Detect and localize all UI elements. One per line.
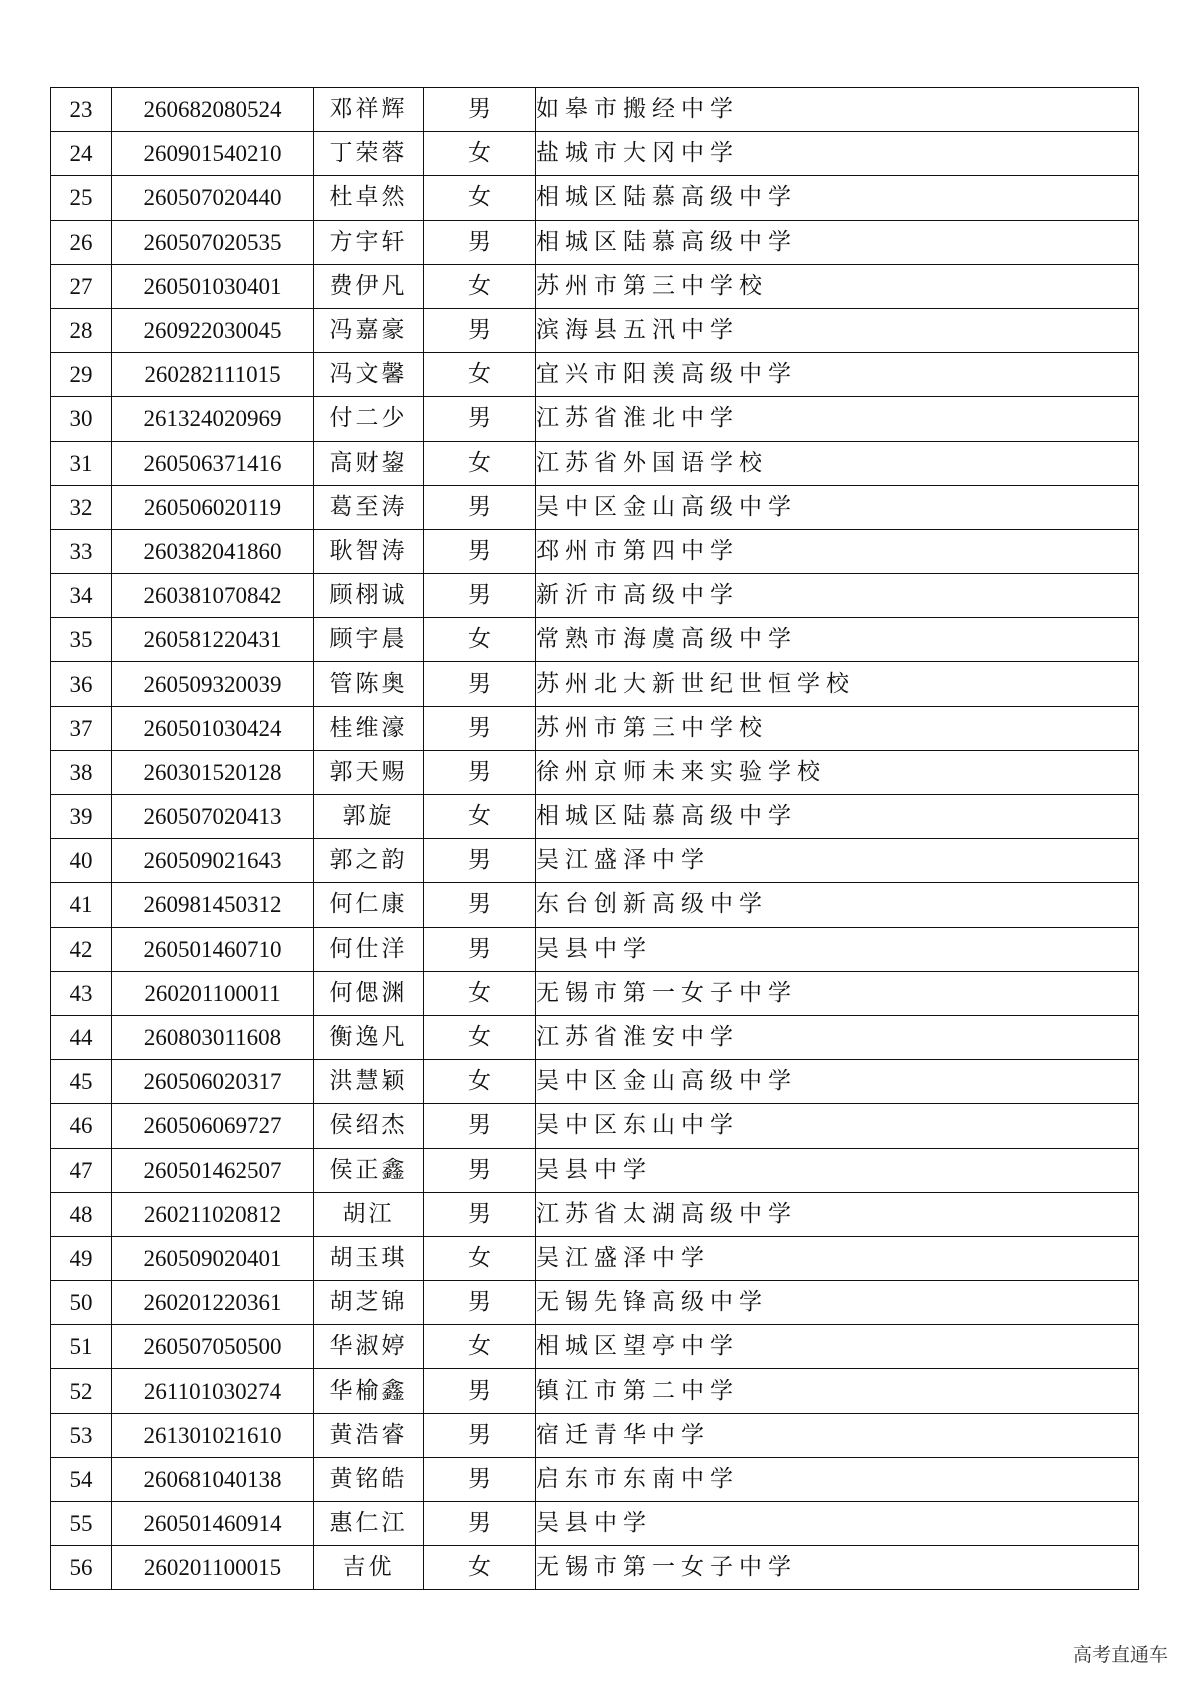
table-row (51, 706, 1139, 750)
table-row (51, 750, 1139, 794)
table-row (51, 1148, 1139, 1192)
candidate-id: 260981450312 (112, 883, 314, 927)
candidate-id: 260581220431 (112, 618, 314, 662)
candidate-id: 260506371416 (112, 441, 314, 485)
school-name: 东台创新高级中学 (536, 883, 1139, 927)
school-name: 吴中区东山中学 (536, 1104, 1139, 1148)
row-number: 23 (51, 88, 112, 132)
candidate-id: 260681040138 (112, 1457, 314, 1501)
row-number: 45 (51, 1060, 112, 1104)
student-gender: 女 (424, 795, 536, 839)
school-name: 宜兴市阳羡高级中学 (536, 353, 1139, 397)
table-row (51, 485, 1139, 529)
student-gender: 男 (424, 883, 536, 927)
row-number: 40 (51, 839, 112, 883)
candidate-id: 260507050500 (112, 1325, 314, 1369)
school-name: 吴县中学 (536, 1148, 1139, 1192)
row-number: 42 (51, 927, 112, 971)
candidate-id: 260201220361 (112, 1281, 314, 1325)
candidate-id: 260922030045 (112, 308, 314, 352)
student-gender: 男 (424, 750, 536, 794)
student-name: 洪慧颖 (314, 1060, 424, 1104)
row-number: 29 (51, 353, 112, 397)
candidate-id: 260301520128 (112, 750, 314, 794)
school-name: 无锡市第一女子中学 (536, 971, 1139, 1015)
student-gender: 男 (424, 308, 536, 352)
row-number: 24 (51, 132, 112, 176)
student-gender: 男 (424, 1104, 536, 1148)
student-gender: 女 (424, 1060, 536, 1104)
student-name: 郭之韵 (314, 839, 424, 883)
table-row (51, 1502, 1139, 1546)
student-name: 何仁康 (314, 883, 424, 927)
table-row (51, 1192, 1139, 1236)
student-name: 冯文馨 (314, 353, 424, 397)
school-name: 常熟市海虞高级中学 (536, 618, 1139, 662)
student-gender: 男 (424, 485, 536, 529)
row-number: 44 (51, 1015, 112, 1059)
candidate-id: 260381070842 (112, 574, 314, 618)
student-gender: 男 (424, 839, 536, 883)
student-name: 何仕洋 (314, 927, 424, 971)
student-name: 胡江 (314, 1192, 424, 1236)
student-gender: 男 (424, 1369, 536, 1413)
table-row (51, 529, 1139, 573)
table-row (51, 1060, 1139, 1104)
table-row (51, 883, 1139, 927)
school-name: 吴中区金山高级中学 (536, 1060, 1139, 1104)
student-gender: 男 (424, 927, 536, 971)
school-name: 相城区陆慕高级中学 (536, 795, 1139, 839)
school-name: 相城区陆慕高级中学 (536, 220, 1139, 264)
school-name: 邳州市第四中学 (536, 529, 1139, 573)
student-name: 付二少 (314, 397, 424, 441)
student-name: 邓祥辉 (314, 88, 424, 132)
student-name: 费伊凡 (314, 264, 424, 308)
student-gender: 女 (424, 618, 536, 662)
student-name: 吉优 (314, 1546, 424, 1590)
school-name: 苏州北大新世纪世恒学校 (536, 662, 1139, 706)
candidate-id: 260501030424 (112, 706, 314, 750)
school-name: 徐州京师未来实验学校 (536, 750, 1139, 794)
table-row (51, 662, 1139, 706)
candidate-id: 260507020440 (112, 176, 314, 220)
table-row (51, 132, 1139, 176)
student-name: 黄浩睿 (314, 1413, 424, 1457)
school-name: 新沂市高级中学 (536, 574, 1139, 618)
row-number: 28 (51, 308, 112, 352)
student-name: 杜卓然 (314, 176, 424, 220)
school-name: 相城区陆慕高级中学 (536, 176, 1139, 220)
table-row (51, 1457, 1139, 1501)
student-gender: 男 (424, 529, 536, 573)
candidate-id: 260282111015 (112, 353, 314, 397)
candidate-id: 261324020969 (112, 397, 314, 441)
table-row (51, 795, 1139, 839)
student-gender: 男 (424, 574, 536, 618)
student-name: 黄铭皓 (314, 1457, 424, 1501)
table-row (51, 1546, 1139, 1590)
student-gender: 男 (424, 1281, 536, 1325)
student-gender: 女 (424, 1015, 536, 1059)
row-number: 50 (51, 1281, 112, 1325)
school-name: 无锡市第一女子中学 (536, 1546, 1139, 1590)
row-number: 51 (51, 1325, 112, 1369)
student-name: 顾栩诚 (314, 574, 424, 618)
student-gender: 女 (424, 1236, 536, 1280)
student-gender: 男 (424, 397, 536, 441)
table-row (51, 839, 1139, 883)
table-row (51, 618, 1139, 662)
table-row (51, 971, 1139, 1015)
row-number: 31 (51, 441, 112, 485)
student-gender: 男 (424, 88, 536, 132)
candidate-id: 260201100011 (112, 971, 314, 1015)
candidate-id: 261101030274 (112, 1369, 314, 1413)
candidate-id: 260506020317 (112, 1060, 314, 1104)
row-number: 55 (51, 1502, 112, 1546)
student-gender: 男 (424, 220, 536, 264)
student-name: 耿智涛 (314, 529, 424, 573)
student-name: 何偲渊 (314, 971, 424, 1015)
row-number: 35 (51, 618, 112, 662)
student-gender: 女 (424, 353, 536, 397)
student-gender: 男 (424, 706, 536, 750)
student-name: 管陈奥 (314, 662, 424, 706)
candidate-id: 260382041860 (112, 529, 314, 573)
school-name: 苏州市第三中学校 (536, 264, 1139, 308)
row-number: 41 (51, 883, 112, 927)
row-number: 26 (51, 220, 112, 264)
student-gender: 男 (424, 1457, 536, 1501)
student-gender: 女 (424, 264, 536, 308)
school-name: 苏州市第三中学校 (536, 706, 1139, 750)
student-name: 衡逸凡 (314, 1015, 424, 1059)
row-number: 34 (51, 574, 112, 618)
row-number: 43 (51, 971, 112, 1015)
student-gender: 男 (424, 1148, 536, 1192)
school-name: 如皋市搬经中学 (536, 88, 1139, 132)
student-gender: 女 (424, 176, 536, 220)
school-name: 吴江盛泽中学 (536, 839, 1139, 883)
row-number: 37 (51, 706, 112, 750)
row-number: 32 (51, 485, 112, 529)
student-name: 丁荣蓉 (314, 132, 424, 176)
row-number: 52 (51, 1369, 112, 1413)
candidate-id: 260201100015 (112, 1546, 314, 1590)
table-row (51, 441, 1139, 485)
school-name: 江苏省淮北中学 (536, 397, 1139, 441)
table-row (51, 1413, 1139, 1457)
candidate-id: 261301021610 (112, 1413, 314, 1457)
student-name: 冯嘉豪 (314, 308, 424, 352)
student-name: 桂维濠 (314, 706, 424, 750)
student-name: 惠仁江 (314, 1502, 424, 1546)
candidate-id: 260509020401 (112, 1236, 314, 1280)
row-number: 27 (51, 264, 112, 308)
candidate-id: 260509021643 (112, 839, 314, 883)
table-row (51, 1281, 1139, 1325)
student-name: 高财鋆 (314, 441, 424, 485)
candidate-id: 260506069727 (112, 1104, 314, 1148)
student-gender: 女 (424, 441, 536, 485)
student-name: 郭天赐 (314, 750, 424, 794)
candidate-id: 260509320039 (112, 662, 314, 706)
table-row (51, 1015, 1139, 1059)
table-row (51, 88, 1139, 132)
candidate-id: 260901540210 (112, 132, 314, 176)
table-row (51, 1369, 1139, 1413)
student-gender: 男 (424, 1413, 536, 1457)
row-number: 46 (51, 1104, 112, 1148)
table-row (51, 397, 1139, 441)
row-number: 38 (51, 750, 112, 794)
school-name: 盐城市大冈中学 (536, 132, 1139, 176)
school-name: 宿迁青华中学 (536, 1413, 1139, 1457)
school-name: 滨海县五汛中学 (536, 308, 1139, 352)
school-name: 吴县中学 (536, 927, 1139, 971)
student-name: 侯正鑫 (314, 1148, 424, 1192)
candidate-id: 260506020119 (112, 485, 314, 529)
school-name: 江苏省外国语学校 (536, 441, 1139, 485)
school-name: 江苏省淮安中学 (536, 1015, 1139, 1059)
student-roster-table (50, 87, 1139, 1590)
student-gender: 女 (424, 1546, 536, 1590)
candidate-id: 260507020535 (112, 220, 314, 264)
student-name: 葛至涛 (314, 485, 424, 529)
student-gender: 女 (424, 132, 536, 176)
row-number: 25 (51, 176, 112, 220)
school-name: 启东市东南中学 (536, 1457, 1139, 1501)
table-row (51, 308, 1139, 352)
row-number: 53 (51, 1413, 112, 1457)
student-name: 华榆鑫 (314, 1369, 424, 1413)
roster-body (51, 88, 1139, 1590)
candidate-id: 260501462507 (112, 1148, 314, 1192)
student-name: 侯绍杰 (314, 1104, 424, 1148)
row-number: 49 (51, 1236, 112, 1280)
row-number: 30 (51, 397, 112, 441)
candidate-id: 260803011608 (112, 1015, 314, 1059)
row-number: 33 (51, 529, 112, 573)
candidate-id: 260501460914 (112, 1502, 314, 1546)
table-row (51, 176, 1139, 220)
student-name: 顾宇晨 (314, 618, 424, 662)
school-name: 吴县中学 (536, 1502, 1139, 1546)
row-number: 36 (51, 662, 112, 706)
row-number: 54 (51, 1457, 112, 1501)
student-name: 胡玉琪 (314, 1236, 424, 1280)
candidate-id: 260501460710 (112, 927, 314, 971)
table-row (51, 264, 1139, 308)
candidate-id: 260682080524 (112, 88, 314, 132)
candidate-id: 260501030401 (112, 264, 314, 308)
school-name: 江苏省太湖高级中学 (536, 1192, 1139, 1236)
student-name: 华淑婷 (314, 1325, 424, 1369)
table-row (51, 220, 1139, 264)
table-row (51, 1104, 1139, 1148)
student-gender: 女 (424, 1325, 536, 1369)
row-number: 48 (51, 1192, 112, 1236)
school-name: 吴江盛泽中学 (536, 1236, 1139, 1280)
school-name: 吴中区金山高级中学 (536, 485, 1139, 529)
table-row (51, 927, 1139, 971)
student-gender: 男 (424, 1192, 536, 1236)
student-name: 方宇轩 (314, 220, 424, 264)
student-gender: 男 (424, 1502, 536, 1546)
row-number: 47 (51, 1148, 112, 1192)
table-row (51, 1325, 1139, 1369)
student-name: 郭旋 (314, 795, 424, 839)
school-name: 镇江市第二中学 (536, 1369, 1139, 1413)
row-number: 39 (51, 795, 112, 839)
row-number: 56 (51, 1546, 112, 1590)
student-name: 胡芝锦 (314, 1281, 424, 1325)
candidate-id: 260507020413 (112, 795, 314, 839)
school-name: 相城区望亭中学 (536, 1325, 1139, 1369)
school-name: 无锡先锋高级中学 (536, 1281, 1139, 1325)
table-row (51, 1236, 1139, 1280)
student-gender: 男 (424, 662, 536, 706)
watermark-text: 高考直通车 (1072, 1644, 1168, 1666)
table-row (51, 353, 1139, 397)
candidate-id: 260211020812 (112, 1192, 314, 1236)
table-row (51, 574, 1139, 618)
student-gender: 女 (424, 971, 536, 1015)
